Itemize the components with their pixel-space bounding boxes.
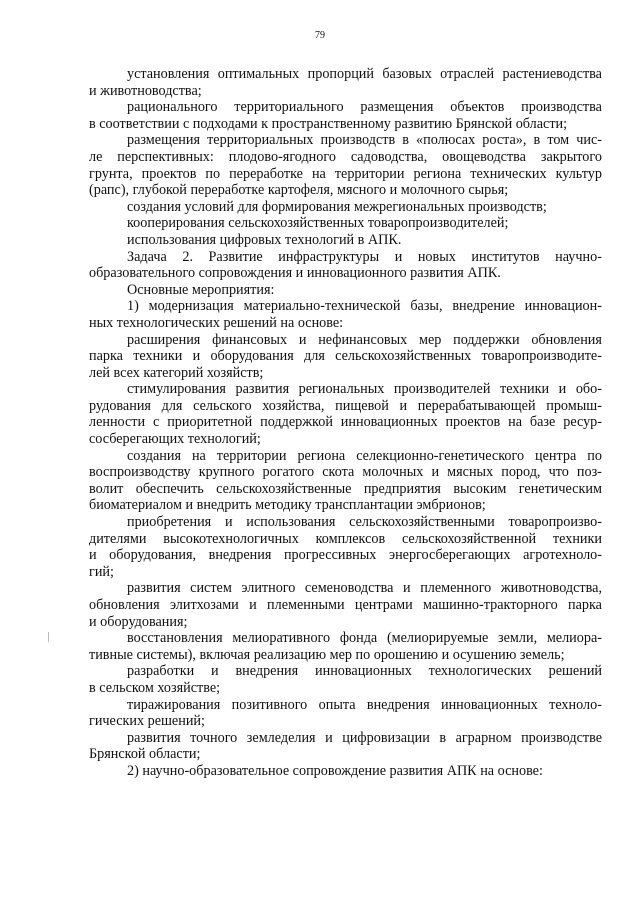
text-line: в сельском хозяйстве; [89, 679, 221, 696]
document-body [89, 66, 602, 780]
text-line: воспроизводству крупного рогатого скота молочных и мясных пород, что поз- [89, 464, 602, 481]
text-line: размещения территориальных производств в «полюсах роста», в том чис- [127, 132, 602, 149]
text-line: стимулирования развития региональных производителей техники и обо- [127, 381, 602, 398]
text-line: разработки и внедрения инновационных технологических решений [127, 663, 602, 680]
text-line: грунта, проектов по переработке на территории региона технических культур [89, 165, 602, 182]
text-line: Основные мероприятия: [127, 281, 275, 298]
text-line: ных технологических решений на основе: [89, 314, 344, 331]
text-line: приобретения и использования сельскохозяйственными товаропроизво- [127, 514, 602, 531]
text-line: 1) модернизация материально-технической базы, внедрение инновацион- [127, 298, 602, 315]
text-line: ленности с приоритетной поддержкой инновационных проектов на базе ресур- [89, 414, 602, 431]
text-line: биоматериалом и внедрить методику трансплантации эмбрионов; [89, 497, 486, 514]
text-line: обновления элитхозами и племенными центрами машинно-тракторного парка [89, 597, 602, 613]
text-line: рудования для сельского хозяйства, пищевой и перерабатывающей промыш- [89, 397, 602, 414]
text-line: восстановления мелиоративного фонда (мелиорируемые земли, мелиора- [127, 630, 602, 647]
text-line: кооперирования сельскохозяйственных товаропроизводителей; [127, 215, 509, 232]
text-line: и оборудования; [89, 613, 188, 630]
text-line: 2) научно-образовательное сопровождение развития АПК на основе: [127, 762, 543, 779]
text-line: ле перспективных: плодово-ягодного садоводства, овощеводства закрытого [89, 148, 602, 165]
text-line: лей всех категорий хозяйств; [89, 364, 264, 381]
text-line: рационального территориального размещения объектов производства [127, 99, 602, 116]
text-line: гий; [89, 563, 114, 580]
text-line: гических решений; [89, 713, 205, 730]
text-line: расширения финансовых и нефинансовых мер поддержки обновления [127, 331, 602, 348]
page-number: 79 [315, 30, 325, 41]
margin-mark [48, 632, 49, 642]
text-line: создания на территории региона селекционно-генетического центра по [127, 447, 602, 464]
text-line: сосберегающих технологий; [89, 431, 261, 448]
text-line: и животноводства; [89, 82, 202, 99]
text-line: дителями высокотехнологичных комплексов сельскохозяйственной техники [89, 530, 602, 547]
text-line: парка техники и оборудования для сельскохозяйственных товаропроизводите- [89, 348, 602, 365]
text-line: установления оптимальных пропорций базовых отраслей растениеводства [127, 66, 602, 82]
text-line: Задача 2. Развитие инфраструктуры и новых институтов научно- [127, 248, 602, 265]
text-line: Брянской области; [89, 746, 201, 763]
text-line: (рапс), глубокой переработке картофеля, мясного и молочного сырья; [89, 182, 509, 199]
text-line: использования цифровых технологий в АПК. [127, 231, 402, 248]
text-line: образовательного сопровождения и инновационного развития АПК. [89, 265, 501, 282]
text-line: развития точного земледелия и цифровизации в аграрном производстве [127, 729, 602, 746]
text-line: создания условий для формирования межрегиональных производств; [127, 198, 547, 215]
text-line: в соответствии с подходами к пространственному развитию Брянской области; [89, 115, 568, 132]
text-line: развития систем элитного семеноводства и племенного животноводства, [127, 580, 602, 597]
text-line: и оборудования, внедрения прогрессивных энергосберегающих агротехноло- [89, 547, 602, 564]
text-line: тиражирования позитивного опыта внедрения инновационных техноло- [127, 696, 602, 713]
text-line: тивные системы), включая реализацию мер по орошению и осушению земель; [89, 646, 565, 663]
text-line: волит обеспечить сельскохозяйственные предприятия высоким генетическим [89, 480, 602, 497]
